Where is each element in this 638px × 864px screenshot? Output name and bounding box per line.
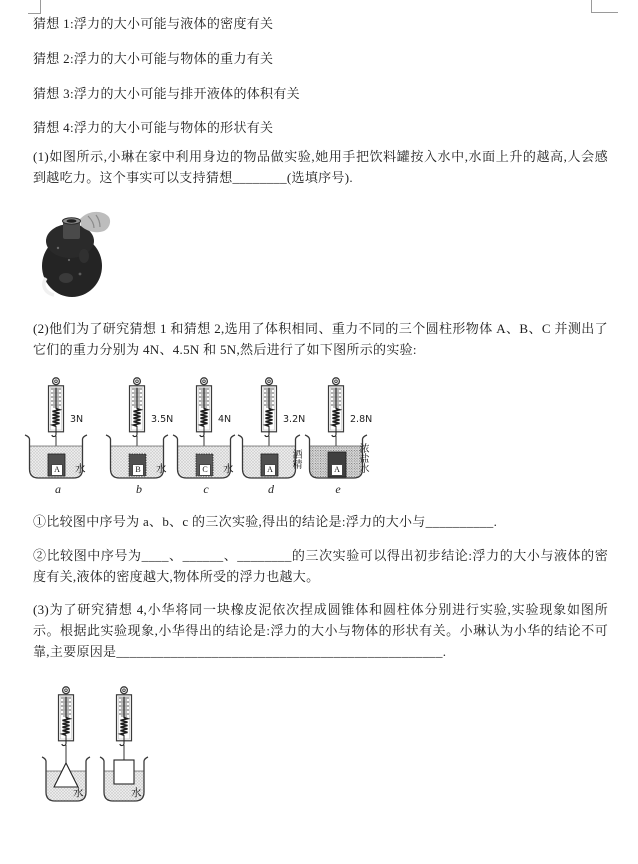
liquid-label: 酒精 [290, 449, 301, 469]
spring-scale-cone-illustration [40, 686, 96, 811]
object-label: B [132, 464, 144, 476]
object-label: A [331, 464, 343, 476]
liquid-label: 水 [223, 464, 234, 475]
setup-letter: a [55, 482, 61, 496]
guess-line-4: 猜想 4:浮力的大小可能与物体的形状有关 [33, 120, 274, 135]
setup-letter: e [335, 482, 341, 496]
paragraph-3: (3)为了研究猜想 4,小华将同一块橡皮泥依次捏成圆锥体和圆柱体分别进行实验,实验现象如图所示。根据此实验现象,小华得出的结论是:浮力的大小与物体的形状有关。小琳认为小华的结论不可靠,主要原因是________________________________________________. [33, 602, 608, 659]
guess-line-2: 猜想 2:浮力的大小可能与物体的重力有关 [33, 51, 274, 66]
paragraph-2: (2)他们为了研究猜想 1 和猜想 2,选用了体积相同、重力不同的三个圆柱形物体 A、B、C 并测出了它们的重力分别为 4N、4.5N 和 5N,然后进行了如下图所示的实验: [33, 321, 608, 357]
margin-mark-top-left [28, 0, 41, 14]
experiment-setup-e [298, 377, 378, 499]
liquid-label: 浓盐水 [357, 443, 368, 473]
setup-letter: d [268, 482, 274, 496]
liquid-label: 水 [75, 464, 86, 475]
liquid-label: 水 [156, 464, 167, 475]
object-label: A [264, 464, 276, 476]
guess-line-1: 猜想 1:浮力的大小可能与液体的密度有关 [33, 16, 274, 31]
object-label: C [199, 464, 211, 476]
paragraph-1: (1)如图所示,小琳在家中利用身边的物品做实验,她用手把饮料罐按入水中,水面上升的越高,人会感到越吃力。这个事实可以支持猜想________(选填序号). [33, 149, 608, 185]
spring-scale-beaker-illustration [298, 377, 378, 499]
question-1: ①比较图中序号为 a、b、c 的三次实验,得出的结论是:浮力的大小与__________. [33, 514, 498, 529]
experiment-setup-a [18, 377, 98, 499]
liquid-label: 水 [131, 788, 142, 799]
setup-letter: c [203, 482, 209, 496]
cone-setup [40, 686, 96, 811]
margin-mark-top-right [591, 0, 618, 13]
cylinder-setup [98, 686, 154, 811]
scale-reading: 3N [70, 414, 84, 425]
spring-scale-cylinder-illustration [98, 686, 154, 811]
spring-scale-beaker-illustration [18, 377, 98, 499]
scale-reading: 4N [218, 414, 232, 425]
photo-illustration [36, 208, 114, 303]
scale-reading: 3.2N [283, 414, 306, 425]
scale-reading: 2.8N [350, 414, 373, 425]
shape-experiment-figure [40, 686, 200, 812]
guess-line-3: 猜想 3:浮力的大小可能与排开液体的体积有关 [33, 86, 300, 101]
question-2: ②比较图中序号为____、______、________的三次实验可以得出初步结论:浮力的大小与液体的密度有关,液体的密度越大,物体所受的浮力也越大。 [33, 548, 608, 584]
liquid-label: 水 [73, 788, 84, 799]
hand-pressing-can-photo [36, 208, 114, 303]
setup-letter: b [136, 482, 142, 496]
object-label: A [51, 464, 63, 476]
scale-reading: 3.5N [151, 414, 174, 425]
experiment-figure-abcde [18, 377, 428, 502]
